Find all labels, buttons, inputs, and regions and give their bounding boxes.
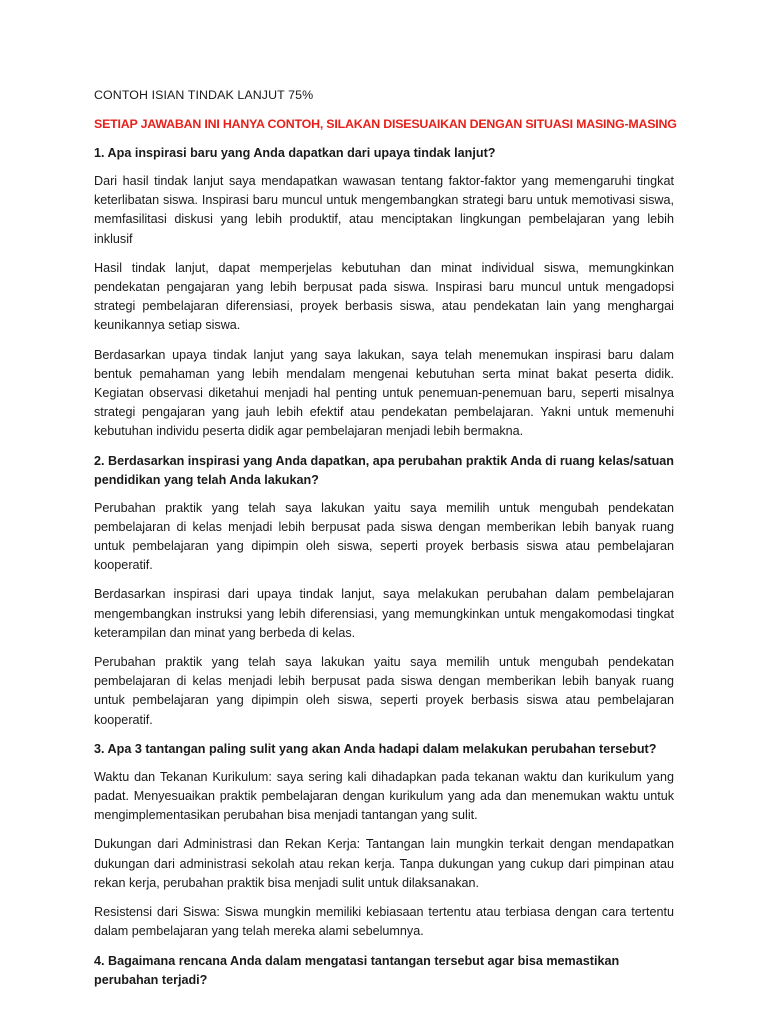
document-note: SETIAP JAWABAN INI HANYA CONTOH, SILAKAN DISESUAIKAN DENGAN SITUASI MASING-MASING	[94, 117, 677, 131]
answer-2-paragraph-1: Perubahan praktik yang telah saya lakukan yaitu saya memilih untuk mengubah pendekatan pembelajaran di kelas menjadi lebih berpusat pada siswa dengan memberikan lebih banyak ruang untuk pembelajaran yang dipimpin oleh siswa, seperti proyek berbasis siswa atau pembelajaran kooperatif.	[94, 500, 674, 573]
answer-1-paragraph-2: Hasil tindak lanjut, dapat memperjelas kebutuhan dan minat individual siswa, memungkinkan pendekatan pengajaran yang lebih berpusat pada siswa. Inspirasi baru muncul untuk mengadopsi strategi pembelajaran diferensiasi, proyek berbasis siswa, atau pendekatan lain yang menghargai keunikannya setiap siswa.	[94, 260, 674, 333]
answer-1-paragraph-1: Dari hasil tindak lanjut saya mendapatkan wawasan tentang faktor-faktor yang memengaruhi tingkat keterlibatan siswa. Inspirasi baru muncul untuk mengembangkan strategi baru untuk memotivasi siswa, memfasilitasi diskusi yang lebih produktif, atau menciptakan lingkungan pembelajaran yang lebih inklusif	[94, 174, 674, 246]
document-title: CONTOH ISIAN TINDAK LANJUT 75%	[94, 88, 314, 102]
section-2	[94, 452, 674, 730]
section-3	[94, 740, 674, 942]
answer-3-paragraph-1: Waktu dan Tekanan Kurikulum: saya sering kali dihadapkan pada tekanan waktu dan kurikulum yang padat. Menyesuaikan praktik pembelajaran dengan kurikulum yang ada dan menemukan waktu untuk mengimplementasikan perubahan bisa menjadi tantangan yang sulit.	[94, 769, 674, 823]
question-2: 2. Berdasarkan inspirasi yang Anda dapatkan, apa perubahan praktik Anda di ruang kelas/satuan pendidikan yang telah Anda lakukan?	[94, 453, 674, 487]
section-4	[94, 952, 674, 990]
section-1	[94, 144, 674, 442]
answer-2-paragraph-3: Perubahan praktik yang telah saya lakukan yaitu saya memilih untuk mengubah pendekatan pembelajaran di kelas menjadi lebih berpusat pada siswa dengan memberikan lebih banyak ruang untuk pembelajaran yang dipimpin oleh siswa, seperti proyek berbasis siswa atau pembelajaran kooperatif.	[94, 655, 674, 727]
answer-1-paragraph-3: Berdasarkan upaya tindak lanjut yang saya lakukan, saya telah menemukan inspirasi baru dalam bentuk pemahaman yang lebih mendalam mengenai kebutuhan serta minat bakat peserta didik. Kegiatan observasi diketahui menjadi hal penting untuk penemuan-penemuan baru, seperti misalnya strategi pengajaran yang jauh lebih efektif atau pendekatan pembelajaran. Yakni untuk memenuhi kebutuhan individu peserta didik agar pembelajaran menjadi lebih bermakna.	[94, 347, 674, 439]
answer-2-paragraph-2: Berdasarkan inspirasi dari upaya tindak lanjut, saya melakukan perubahan dalam pembelajaran mengembangkan instruksi yang lebih diferensiasi, yang memungkinkan untuk mengakomodasi tingkat keterampilan dan minat yang berbeda di kelas.	[94, 587, 674, 640]
answer-3-paragraph-2: Dukungan dari Administrasi dan Rekan Kerja: Tantangan lain mungkin terkait dengan mendapatkan dukungan dari administrasi sekolah atau rekan kerja. Tanpa dukungan yang cukup dari pimpinan atau rekan kerja, perubahan praktik bisa menjadi sulit untuk dilaksanakan.	[94, 837, 674, 890]
question-4: 4. Bagaimana rencana Anda dalam mengatasi tantangan tersebut agar bisa memastikan perubahan terjadi?	[94, 953, 620, 987]
answer-3-paragraph-3: Resistensi dari Siswa: Siswa mungkin memiliki kebiasaan tertentu atau terbiasa dengan cara tertentu dalam pembelajaran yang telah mereka alami sebelumnya.	[94, 905, 674, 939]
question-1: 1. Apa inspirasi baru yang Anda dapatkan dari upaya tindak lanjut?	[94, 146, 496, 160]
question-3: 3. Apa 3 tantangan paling sulit yang akan Anda hadapi dalam melakukan perubahan tersebut?	[94, 741, 657, 756]
